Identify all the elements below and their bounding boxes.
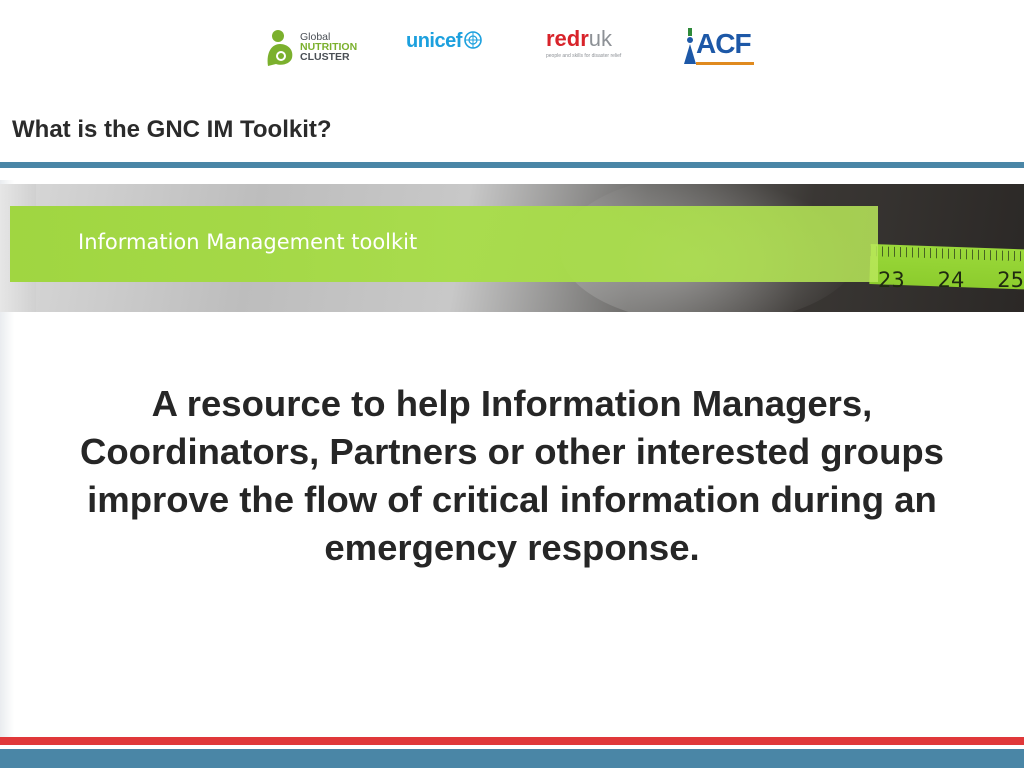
toolkit-banner <box>0 184 1024 312</box>
unicef-logo <box>406 30 482 82</box>
redr-wordmark <box>546 26 636 52</box>
slide-title: What is the GNC IM Toolkit? <box>12 116 332 143</box>
tape-number-2: 24 <box>937 268 965 292</box>
redr-tagline: people and skills for disaster relief <box>546 53 622 59</box>
tape-number-1: 23 <box>878 268 905 292</box>
partner-logos <box>262 22 762 74</box>
gnc-logo <box>262 22 377 74</box>
gnc-line-2: NUTRITION <box>300 41 358 53</box>
footer-red-rule <box>0 737 1024 745</box>
gnc-line-3: CLUSTER <box>300 51 350 63</box>
unicef-wordmark: unicef <box>406 30 462 52</box>
footer-blue-rule <box>0 749 1024 768</box>
banner-title: Information Management toolkit <box>78 230 418 254</box>
gnc-logo-text <box>300 32 357 62</box>
toolkit-description: A resource to help Information Managers, Coordinators, Partners or other interested groups improve the flow of critical information during an emergency response. <box>80 383 944 568</box>
acf-logo <box>682 24 762 76</box>
gnc-line-1: Global <box>300 31 331 43</box>
tape-number-3: 25 <box>997 268 1024 292</box>
redr-uk: uk <box>588 26 613 51</box>
un-globe-icon <box>464 31 482 49</box>
title-divider <box>0 162 1024 168</box>
acf-underline <box>696 62 754 65</box>
gnc-figure-icon <box>264 28 298 68</box>
redr-uk-logo <box>546 26 636 78</box>
redr-main: redr <box>546 26 589 51</box>
measuring-tape-numbers <box>878 268 1024 292</box>
acf-wordmark: ACF <box>696 28 751 59</box>
